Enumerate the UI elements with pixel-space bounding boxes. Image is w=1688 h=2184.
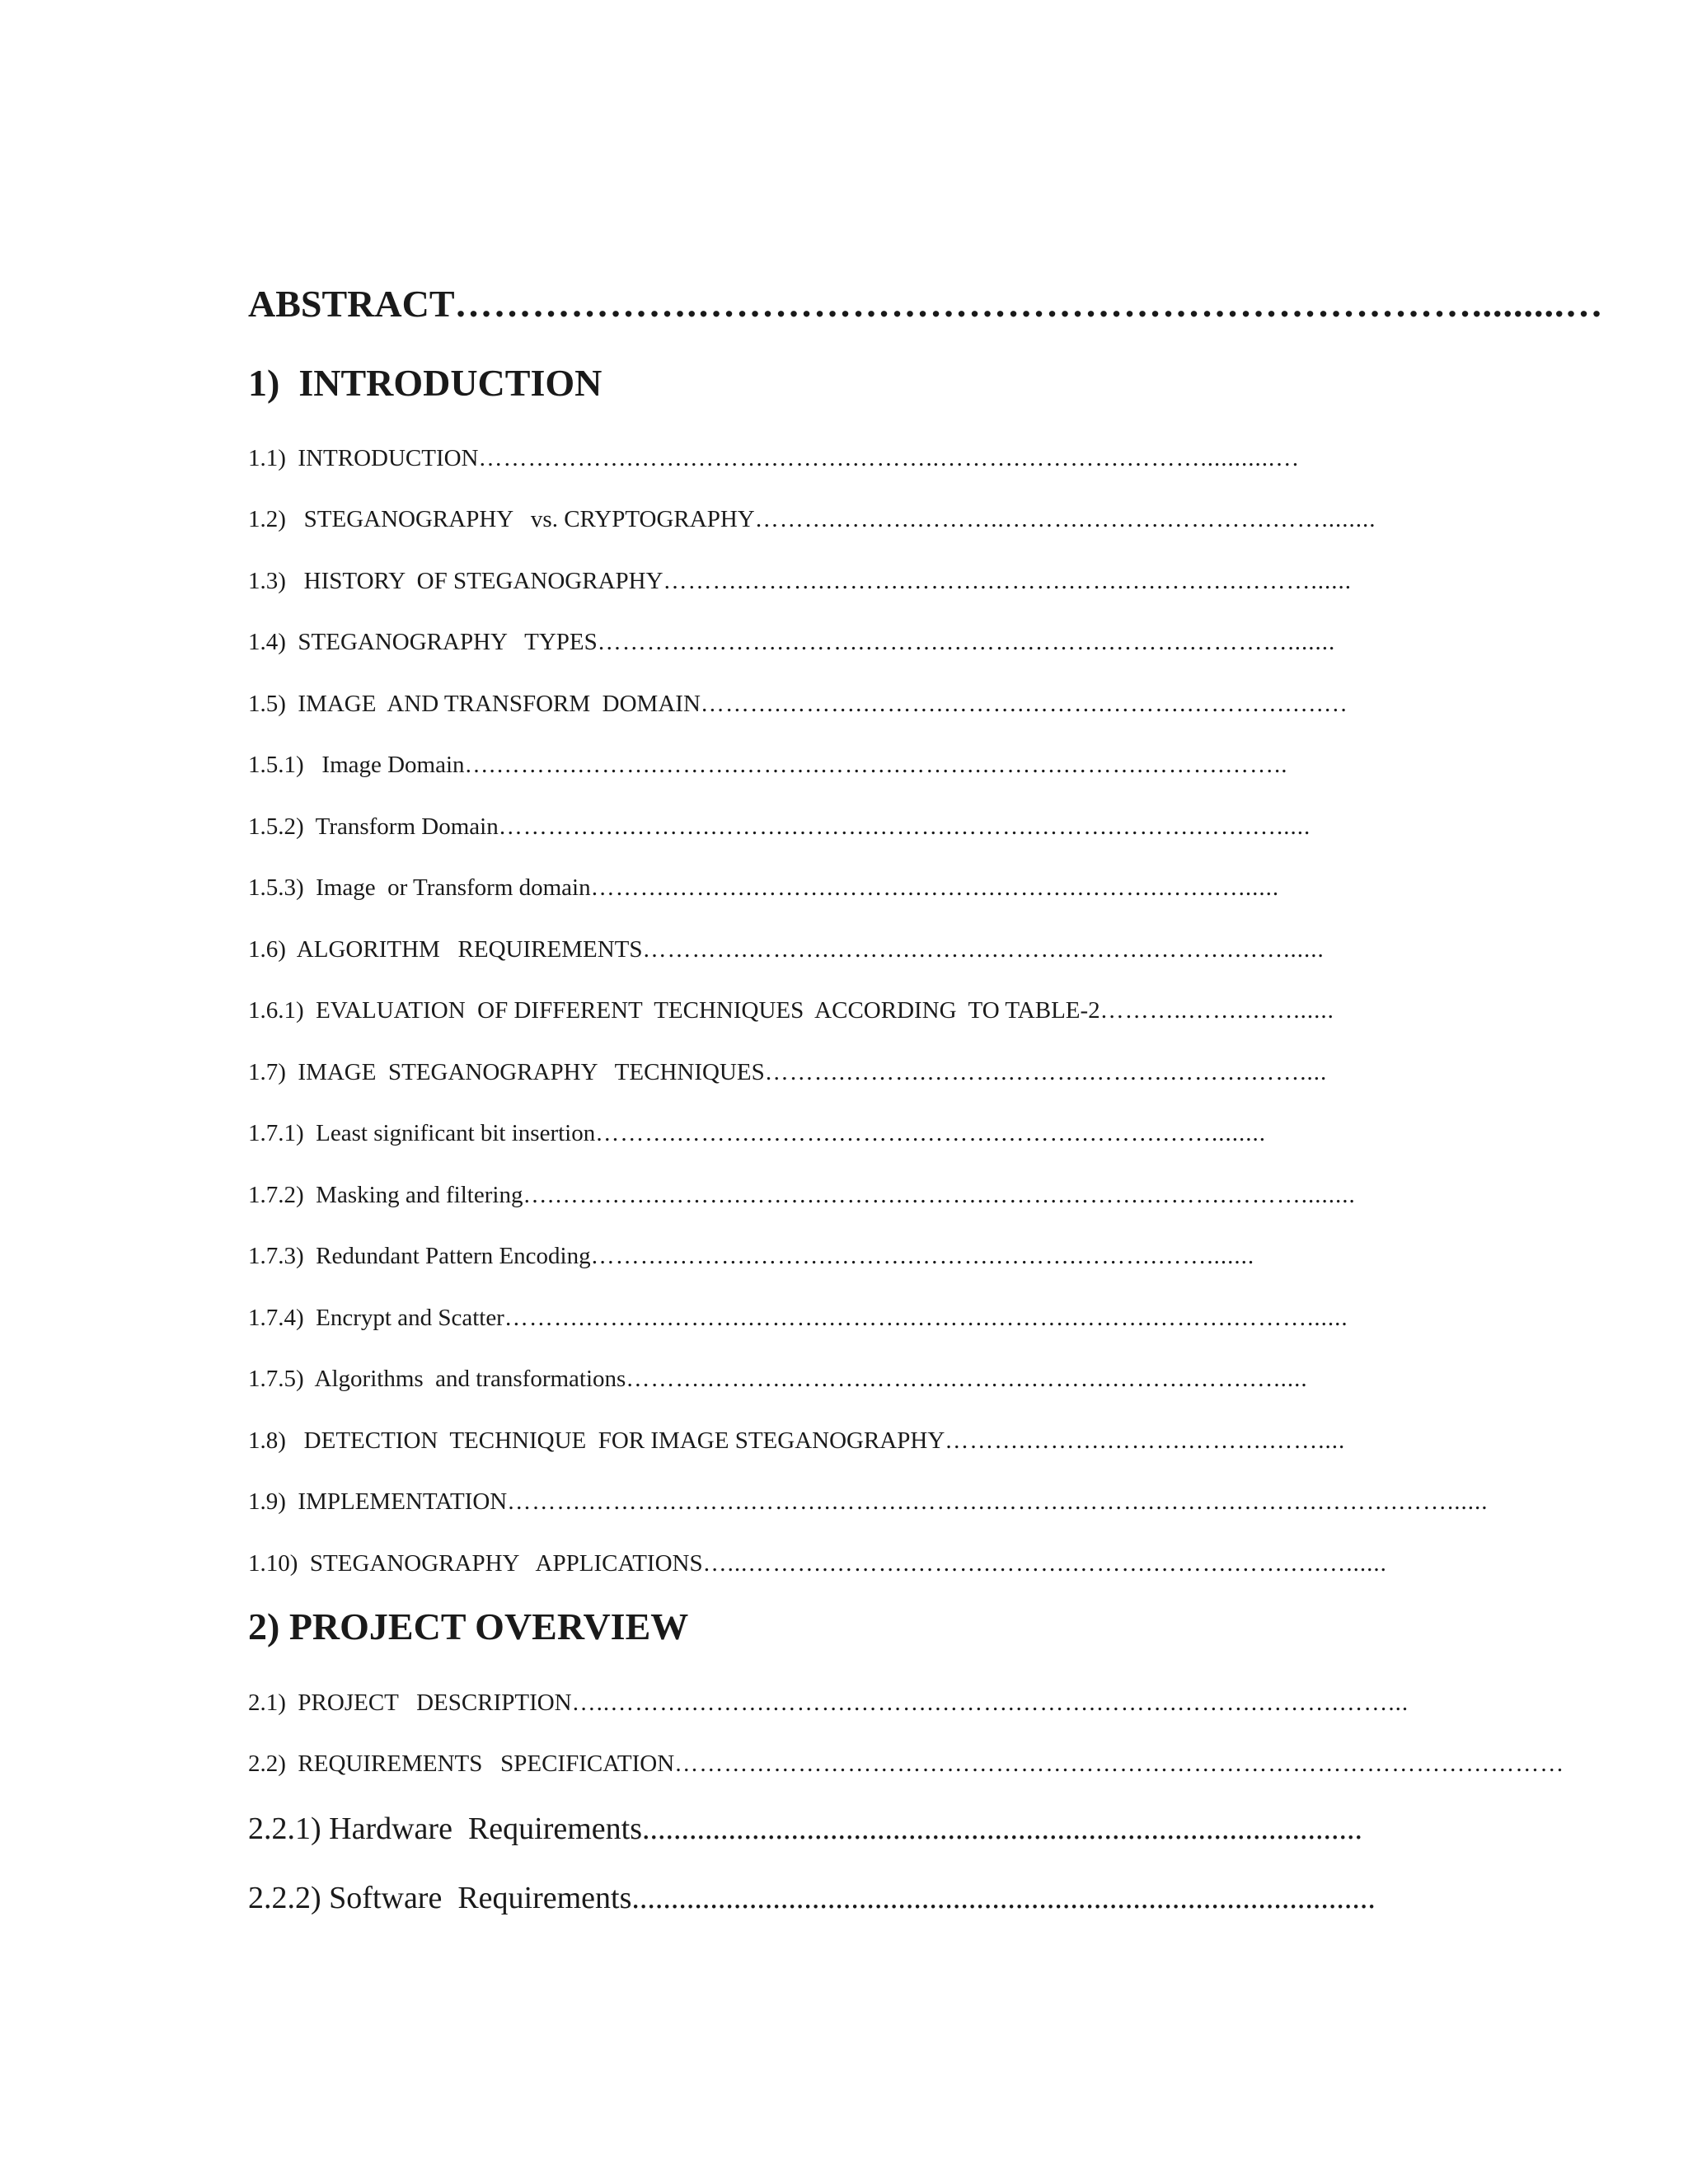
toc-leader: ……………….…………………………………………………….........… <box>454 283 1604 325</box>
toc-entry-label: 1.5.3) Image or Transform domain <box>248 874 591 901</box>
toc-entry[interactable] <box>248 508 1423 532</box>
toc-leader: ……….……….……….……….……….……….……….……........ <box>595 1120 1266 1146</box>
toc-leader: …………….……….……….……….……….……….……….……….…….…..... <box>498 813 1311 840</box>
toc-leader: ............................................................................................ <box>642 1811 1363 1846</box>
toc-entry[interactable] <box>248 1552 1423 1576</box>
toc-entry-label: 1.6.1) EVALUATION OF DIFFERENT TECHNIQUES ACCORDING TO TABLE-2 <box>248 997 1100 1024</box>
toc-abstract-title: ABSTRACT <box>248 283 455 325</box>
toc-entry[interactable] <box>248 630 1423 654</box>
toc-entry[interactable] <box>248 938 1423 962</box>
toc-entry[interactable] <box>248 1244 1423 1268</box>
toc-entry[interactable] <box>248 1882 1423 1914</box>
toc-leader: ……….……….……….……….…….... <box>945 1427 1346 1454</box>
toc-leader: ……….……….……….……….……….……….……….……....... <box>590 1243 1255 1269</box>
toc-leader: ……….……….……….……….……….……….…….... <box>764 1059 1328 1085</box>
toc-entry[interactable] <box>248 1183 1423 1207</box>
toc-entry-label: 2.2.1) Hardware Requirements <box>248 1811 643 1846</box>
toc-entry[interactable] <box>248 569 1423 593</box>
toc-entry-label: 1.5.1) Image Domain <box>248 752 465 778</box>
toc-entry[interactable] <box>248 876 1423 900</box>
toc-leader: ……….……….……….……….……….……….……….……….……….……….……….……...... <box>507 1488 1489 1515</box>
toc-entry[interactable] <box>248 1691 1423 1715</box>
toc-entry[interactable] <box>248 753 1423 777</box>
toc-abstract[interactable] <box>248 283 1604 325</box>
section-heading-text: 1) INTRODUCTION <box>248 362 603 404</box>
section-heading-introduction <box>248 364 1423 402</box>
toc-leader: ............................................................................................... <box>631 1881 1376 1915</box>
toc-entry-label: 2.2) REQUIREMENTS SPECIFICATION <box>248 1750 675 1777</box>
toc-entry-label: 1.6) ALGORITHM REQUIREMENTS <box>248 936 643 963</box>
toc-entry-label: 1.7.4) Encrypt and Scatter <box>248 1305 504 1331</box>
toc-entry-label: 1.1) INTRODUCTION <box>248 445 479 471</box>
toc-leader: ….……….……….……….……….……….……….……….……….……….…….. <box>464 752 1288 778</box>
toc-leader: ……….……….……….……….……….…….….……….………...... <box>663 568 1353 594</box>
toc-entry[interactable] <box>248 815 1423 839</box>
toc-leader: …...……….……….……….……….……….……….…….….…...... <box>702 1550 1387 1577</box>
toc-entry[interactable] <box>248 1750 1565 1777</box>
section-heading-project-overview <box>248 1605 1423 1647</box>
toc-entry[interactable] <box>248 447 1423 471</box>
toc-leader: ….………….……….……….……….……….……….……….……….………........ <box>523 1182 1356 1208</box>
toc-leader: ……….……….……….……….……….……….……….……….……….………...... <box>504 1305 1348 1331</box>
toc-entry[interactable] <box>248 999 1423 1023</box>
toc-entry[interactable] <box>248 1122 1423 1146</box>
toc-entry-label: 2.1) PROJECT DESCRIPTION <box>248 1690 572 1716</box>
toc-entry-label: 1.3) HISTORY OF STEGANOGRAPHY <box>248 568 663 594</box>
toc-entry-label: 1.7.2) Masking and filtering <box>248 1182 523 1208</box>
toc-leader: ………..…….……...... <box>1100 997 1334 1024</box>
toc-entry[interactable] <box>248 692 1423 716</box>
toc-entry-label: 1.4) STEGANOGRAPHY TYPES <box>248 629 598 655</box>
toc-leader: ……….……….……….……….……….……….……….…….…..... <box>626 1366 1308 1392</box>
toc-leader: ……….……….………..……….……….………….……........ <box>754 506 1376 532</box>
toc-entry[interactable] <box>248 1488 1489 1515</box>
toc-leader: ………….……….……….……….……….……….……….…………....... <box>597 629 1336 655</box>
toc-entry-label: 1.7) IMAGE STEGANOGRAPHY TECHNIQUES <box>248 1059 765 1085</box>
section-heading-text: 2) PROJECT OVERVIEW <box>248 1605 689 1647</box>
toc-entry-label: 1.7.3) Redundant Pattern Encoding <box>248 1243 591 1269</box>
toc-entry[interactable] <box>248 1367 1423 1391</box>
toc-entry-label: 1.9) IMPLEMENTATION <box>248 1488 508 1515</box>
toc-entry[interactable] <box>248 1813 1423 1844</box>
toc-entry[interactable] <box>248 1061 1423 1085</box>
toc-entry-label: 2.2.2) Software Requirements <box>248 1881 632 1915</box>
toc-entry[interactable] <box>248 1306 1423 1330</box>
toc-entry-label: 1.2) STEGANOGRAPHY vs. CRYPTOGRAPHY <box>248 506 755 532</box>
toc-entry-label: 1.7.5) Algorithms and transformations <box>248 1366 626 1392</box>
toc-leader: …..……….……….……….……….……….……….……….……….……….……... <box>571 1690 1409 1716</box>
toc-leader: ……………………………………………………………………………………………… <box>674 1750 1565 1777</box>
toc-leader: ……….……….……….……….……….……….………….….… <box>700 691 1348 717</box>
toc-leader: ……….……….……….……….……….……….……….…….…...... <box>590 874 1280 901</box>
toc-entry-label: 1.10) STEGANOGRAPHY APPLICATIONS <box>248 1550 703 1577</box>
toc-entry-label: 1.5) IMAGE AND TRANSFORM DOMAIN <box>248 691 701 717</box>
toc-entry-label: 1.5.2) Transform Domain <box>248 813 499 840</box>
toc-leader: ……………….…….……….……….………..……….………….………...........… <box>478 445 1301 471</box>
toc-leader: ………….……….……….……….……….……….……….……...... <box>642 936 1325 963</box>
toc-entry-label: 1.7.1) Least significant bit insertion <box>248 1120 596 1146</box>
toc-entry-label: 1.8) DETECTION TECHNIQUE FOR IMAGE STEGANOGRAPHY <box>248 1427 945 1454</box>
toc-entry[interactable] <box>248 1429 1423 1453</box>
